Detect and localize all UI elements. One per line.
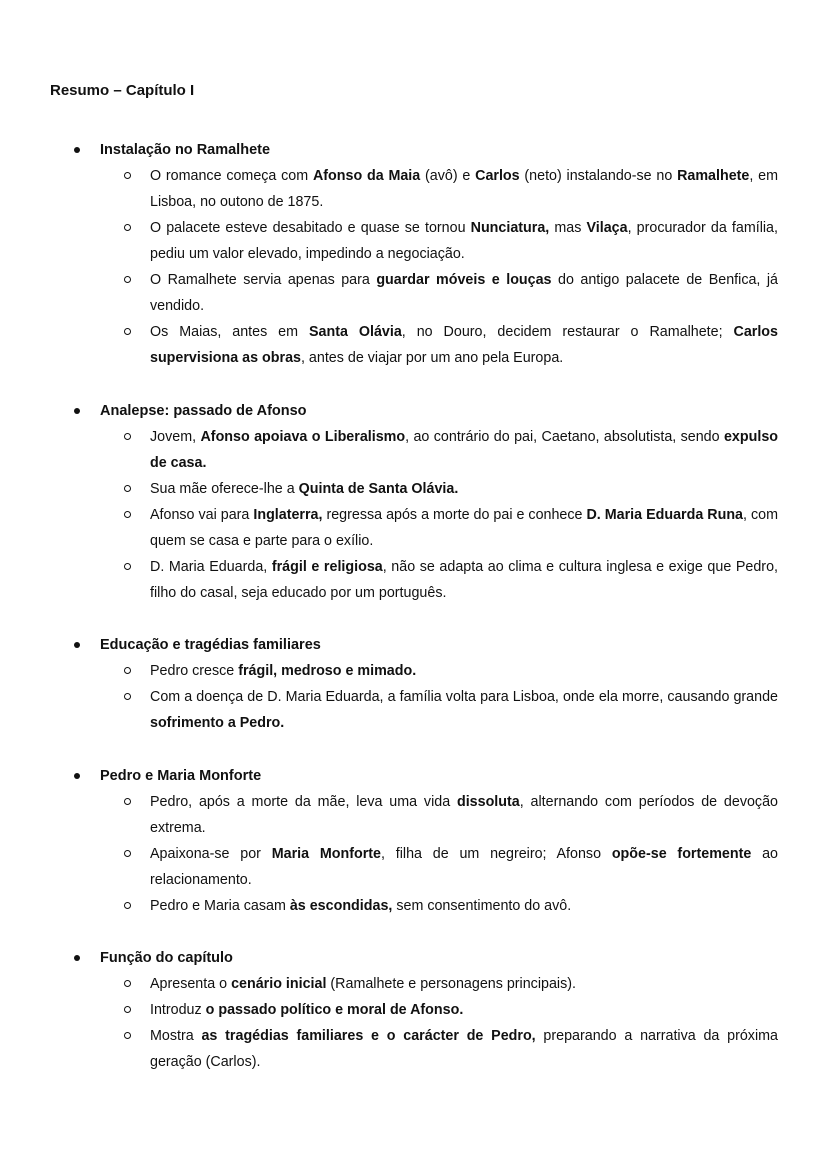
bullet-circle-icon: [124, 224, 131, 231]
bullet-dot-icon: [74, 147, 80, 153]
text-run: , alternando com períodos de devoção extrema.: [150, 794, 778, 836]
list-item: [0, 684, 828, 736]
bullet-circle-icon: [124, 667, 131, 674]
bold-text: Quinta de Santa Olávia.: [298, 481, 459, 497]
list-item: [0, 163, 828, 215]
list-item: [0, 789, 828, 841]
text-run: mas: [549, 220, 587, 236]
bold-text: às escondidas,: [289, 898, 393, 914]
bold-text: sofrimento a Pedro.: [150, 715, 285, 731]
text-run: , com quem se casa e parte para o exílio.: [150, 507, 778, 549]
bullet-circle-icon: [124, 798, 131, 805]
bold-text: D. Maria Eduarda Runa: [586, 507, 744, 523]
text-run: (Ramalhete e personagens principais).: [326, 976, 576, 992]
bold-text: as tragédias familiares e o carácter de Pedro,: [201, 1028, 536, 1044]
text-run: (avô) e: [420, 168, 476, 184]
text-run: regressa após a morte do pai e conhece: [322, 507, 587, 523]
text-run: (neto) instalando-se no: [519, 168, 678, 184]
bold-text: Carlos supervisiona as obras: [150, 324, 778, 366]
text-run: preparando a narrativa da próxima geração (Carlos).: [150, 1028, 778, 1070]
section: [0, 632, 828, 736]
bold-text: cenário inicial: [231, 976, 327, 992]
bullet-circle-icon: [124, 1032, 131, 1039]
section-heading: [0, 632, 828, 658]
bold-text: o passado político e moral de Afonso.: [205, 1002, 464, 1018]
text-run: , procurador da família, pediu um valor elevado, impedindo a negociação.: [150, 220, 778, 262]
bullet-circle-icon: [124, 980, 131, 987]
text-run: Com a doença de D. Maria Eduarda, a família volta para Lisboa, onde ela morre, causando grande: [150, 689, 778, 705]
bold-text: Maria Monforte: [271, 846, 381, 862]
bullet-list: [0, 971, 828, 1075]
text-run: Os Maias, antes em: [150, 324, 309, 340]
text-run: O Ramalhete servia apenas para: [150, 272, 377, 288]
list-item: [0, 554, 828, 606]
section: [0, 398, 828, 606]
text-run: , filha de um negreiro; Afonso: [381, 846, 612, 862]
section-heading-text: Função do capítulo: [100, 950, 233, 966]
list-item: [0, 841, 828, 893]
bullet-circle-icon: [124, 563, 131, 570]
bullet-list: [0, 658, 828, 736]
list-item: [0, 319, 828, 371]
text-run: Pedro, após a morte da mãe, leva uma vida: [150, 794, 457, 810]
section: [0, 137, 828, 371]
section-heading: [0, 398, 828, 424]
bullet-circle-icon: [124, 433, 131, 440]
text-run: Pedro cresce: [150, 663, 239, 679]
text-run: Apaixona-se por: [150, 846, 272, 862]
section-heading-text: Pedro e Maria Monforte: [100, 768, 262, 784]
bold-text: Nunciatura,: [470, 220, 550, 236]
list-item: [0, 267, 828, 319]
text-run: , não se adapta ao clima e cultura inglesa e exige que Pedro, filho do casal, seja educado por um português.: [150, 559, 778, 601]
bullet-circle-icon: [124, 485, 131, 492]
text-run: , em Lisboa, no outono de 1875.: [150, 168, 778, 210]
text-run: ao relacionamento.: [150, 846, 778, 888]
bullet-circle-icon: [124, 902, 131, 909]
section-heading-text: Analepse: passado de Afonso: [100, 403, 307, 419]
section-heading-text: Instalação no Ramalhete: [100, 142, 271, 158]
section-heading: [0, 137, 828, 163]
text-run: Sua mãe oferece-lhe a: [150, 481, 299, 497]
text-run: O romance começa com: [150, 168, 313, 184]
section: [0, 945, 828, 1075]
bullet-dot-icon: [74, 773, 80, 779]
list-item: [0, 502, 828, 554]
text-run: O palacete esteve desabitado e quase se tornou: [150, 220, 471, 236]
text-run: Afonso vai para: [150, 507, 254, 523]
list-item: [0, 971, 828, 997]
bullet-dot-icon: [74, 955, 80, 961]
bold-text: Santa Olávia: [309, 324, 402, 340]
text-run: Jovem,: [150, 429, 201, 445]
text-run: D. Maria Eduarda,: [150, 559, 272, 575]
bullet-dot-icon: [74, 408, 80, 414]
text-run: Mostra: [150, 1028, 202, 1044]
bullet-circle-icon: [124, 693, 131, 700]
bold-text: dissoluta: [456, 794, 520, 810]
bold-text: Afonso da Maia: [312, 168, 421, 184]
list-item: [0, 424, 828, 476]
list-item: [0, 215, 828, 267]
bold-text: Vilaça: [586, 220, 628, 236]
bullet-circle-icon: [124, 276, 131, 283]
list-item: [0, 893, 828, 919]
bullet-circle-icon: [124, 172, 131, 179]
list-item: [0, 997, 828, 1023]
text-run: , no Douro, decidem restaurar o Ramalhete;: [401, 324, 734, 340]
bold-text: expulso de casa.: [150, 429, 779, 471]
text-run: do antigo palacete de Benfica, já vendido.: [150, 272, 778, 314]
bold-text: guardar móveis e louças: [376, 272, 552, 288]
text-run: , antes de viajar por um ano pela Europa.: [300, 350, 564, 366]
list-item: [0, 658, 828, 684]
section: [0, 763, 828, 919]
text-run: Introduz: [150, 1002, 206, 1018]
bold-text: opõe-se fortemente: [611, 846, 752, 862]
section-heading: [0, 763, 828, 789]
text-run: sem consentimento do avô.: [392, 898, 572, 914]
bullet-circle-icon: [124, 328, 131, 335]
text-run: Pedro e Maria casam: [150, 898, 290, 914]
bold-text: frágil, medroso e mimado.: [238, 663, 417, 679]
section-heading-text: Educação e tragédias familiares: [100, 637, 321, 653]
bullet-list: [0, 163, 828, 371]
list-item: [0, 1023, 828, 1075]
bullet-circle-icon: [124, 511, 131, 518]
text-run: Apresenta o: [150, 976, 232, 992]
text-run: , ao contrário do pai, Caetano, absolutista, sendo: [405, 429, 724, 445]
page-title: Resumo – Capítulo I: [50, 82, 195, 99]
bold-text: Ramalhete: [677, 168, 750, 184]
bullet-list: [0, 424, 828, 606]
bullet-list: [0, 789, 828, 919]
bold-text: frágil e religiosa: [271, 559, 383, 575]
bullet-dot-icon: [74, 642, 80, 648]
bullet-circle-icon: [124, 850, 131, 857]
bold-text: Inglaterra,: [253, 507, 323, 523]
bullet-circle-icon: [124, 1006, 131, 1013]
section-heading: [0, 945, 828, 971]
list-item: [0, 476, 828, 502]
bold-text: Carlos: [475, 168, 520, 184]
bold-text: Afonso apoiava o Liberalismo: [200, 429, 406, 445]
